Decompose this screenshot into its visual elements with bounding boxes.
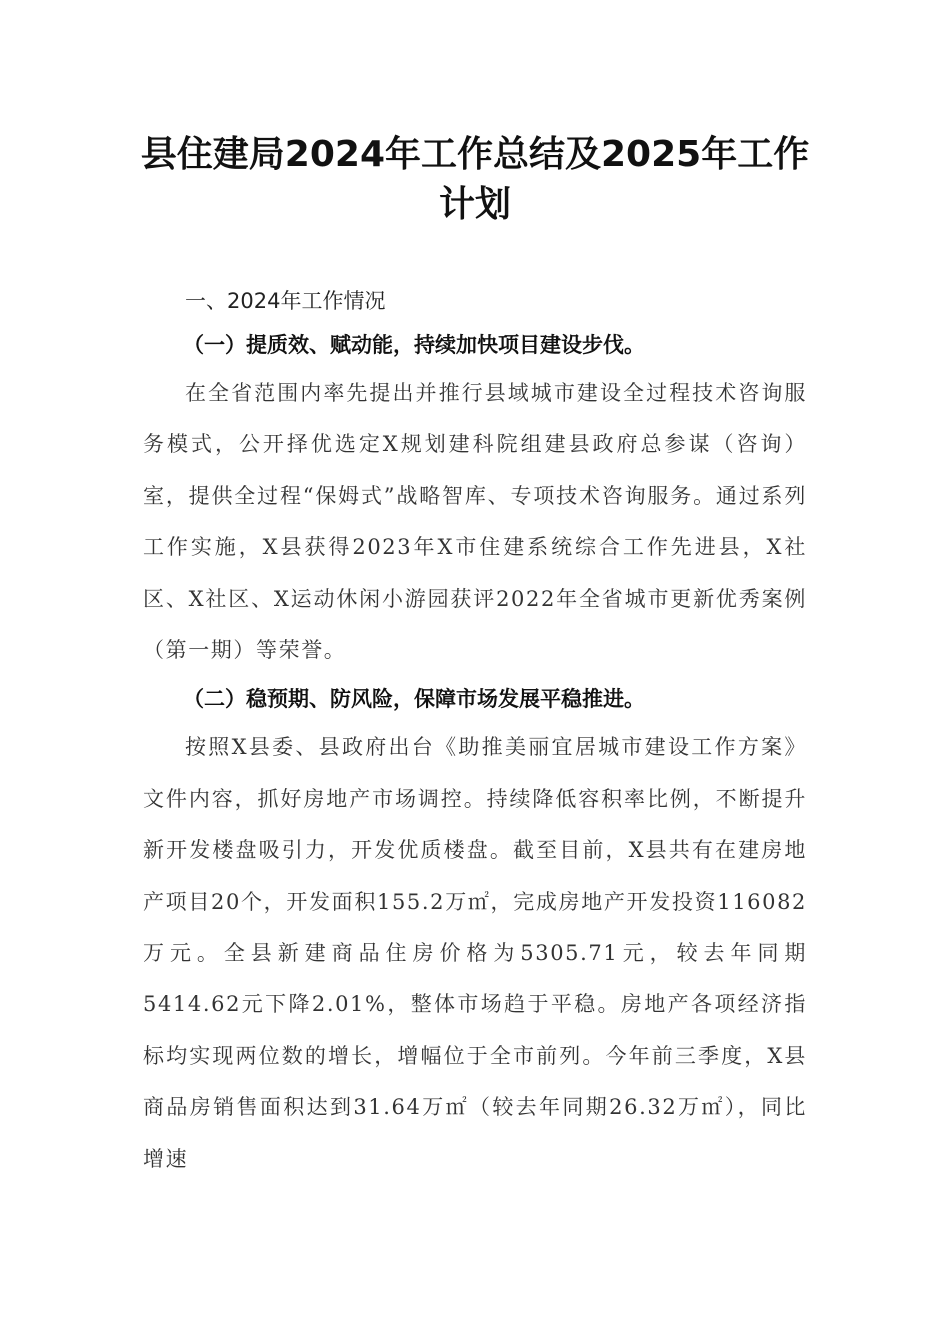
- document-body: [143, 280, 807, 1185]
- paragraph: 在全省范围内率先提出并推行县域城市建设全过程技术咨询服务模式，公开择优选定X规划建科院组建县政府总参谋（咨询）室，提供全过程“保姆式”战略智库、专项技术咨询服务。通过系列工作实施，X县获得2023年X市住建系统综合工作先进县，X社区、X社区、X运动休闲小游园获评2022年全省城市更新优秀案例（第一期）等荣誉。: [143, 381, 807, 663]
- document-title: 县住建局2024年工作总结及2025年工作计划: [140, 134, 810, 225]
- paragraph: 按照X县委、县政府出台《助推美丽宜居城市建设工作方案》文件内容，抓好房地产市场调控。持续降低容积率比例，不断提升新开发楼盘吸引力，开发优质楼盘。截至目前，X县共有在建房地产项目20个，开发面积155.2万㎡，完成房地产开发投资116082万元。全县新建商品住房价格为5305.71元，较去年同期5414.62元下降2.01%，整体市场趋于平稳。房地产各项经济指标均实现两位数的增长，增幅位于全市前列。今年前三季度，X县商品房销售面积达到31.64万㎡（较去年同期26.32万㎡），同比增速: [143, 735, 807, 1171]
- section-heading: 一、2024年工作情况: [185, 289, 386, 313]
- subsection-heading: （一）提质效、赋动能，持续加快项目建设步伐。: [183, 333, 645, 357]
- subsection-heading: （二）稳预期、防风险，保障市场发展平稳推进。: [183, 687, 645, 712]
